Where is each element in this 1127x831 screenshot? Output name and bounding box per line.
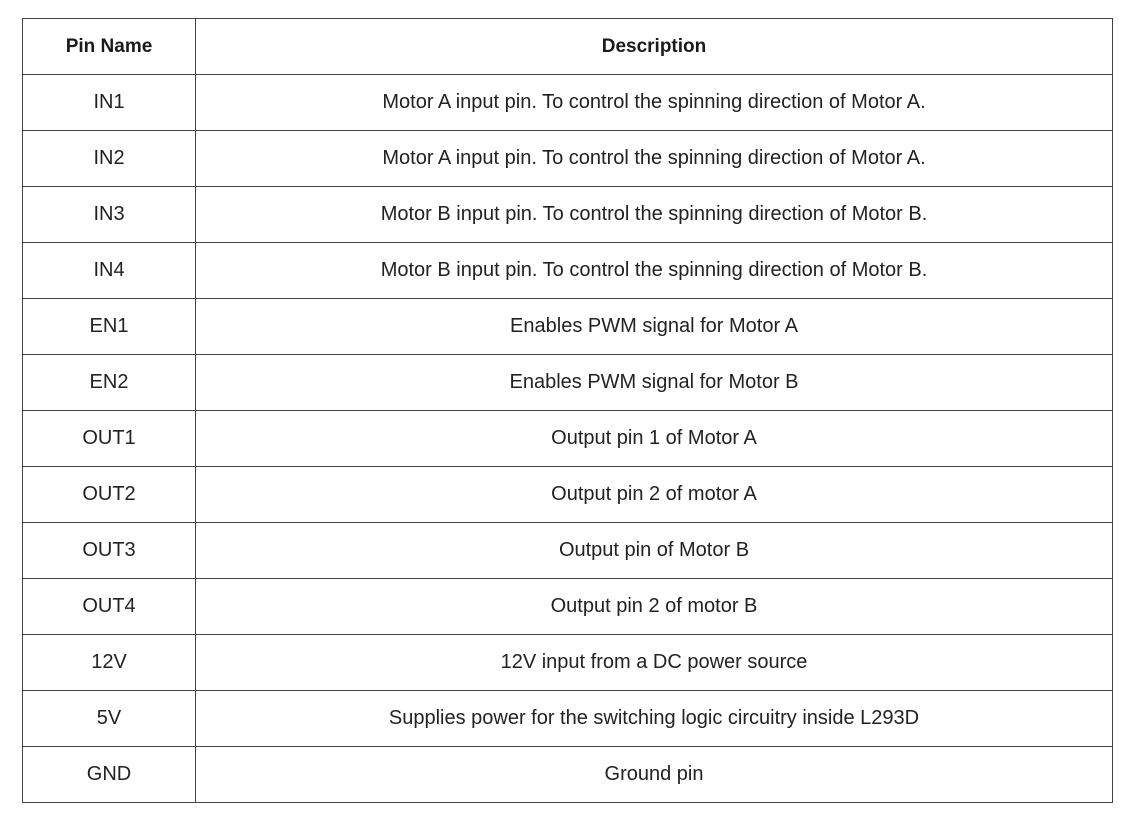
pin-table [22, 18, 1113, 803]
table-row [23, 635, 1113, 691]
table-header-row [23, 19, 1113, 75]
description-cell: Enables PWM signal for Motor B [196, 355, 1113, 411]
description-cell: Motor A input pin. To control the spinning direction of Motor A. [196, 75, 1113, 131]
pin-name-cell: IN2 [23, 131, 196, 187]
table-row [23, 467, 1113, 523]
description-cell: Ground pin [196, 747, 1113, 803]
description-cell: Output pin of Motor B [196, 523, 1113, 579]
pin-name-cell: EN1 [23, 299, 196, 355]
table-row [23, 523, 1113, 579]
pin-name-cell: IN4 [23, 243, 196, 299]
table-row [23, 299, 1113, 355]
description-cell: 12V input from a DC power source [196, 635, 1113, 691]
description-cell: Output pin 2 of motor A [196, 467, 1113, 523]
pin-name-cell: IN3 [23, 187, 196, 243]
pin-table-container [22, 18, 1112, 803]
table-row [23, 691, 1113, 747]
description-cell: Output pin 1 of Motor A [196, 411, 1113, 467]
table-row [23, 747, 1113, 803]
pin-name-cell: OUT2 [23, 467, 196, 523]
table-row [23, 243, 1113, 299]
table-row [23, 355, 1113, 411]
table-row [23, 187, 1113, 243]
pin-name-cell: GND [23, 747, 196, 803]
description-cell: Motor B input pin. To control the spinning direction of Motor B. [196, 243, 1113, 299]
description-cell: Supplies power for the switching logic circuitry inside L293D [196, 691, 1113, 747]
pin-name-cell: OUT3 [23, 523, 196, 579]
description-cell: Output pin 2 of motor B [196, 579, 1113, 635]
pin-name-cell: OUT1 [23, 411, 196, 467]
pin-name-cell: 5V [23, 691, 196, 747]
pin-name-cell: OUT4 [23, 579, 196, 635]
pin-name-cell: IN1 [23, 75, 196, 131]
table-row [23, 75, 1113, 131]
header-description: Description [196, 19, 1113, 75]
pin-name-cell: 12V [23, 635, 196, 691]
pin-name-cell: EN2 [23, 355, 196, 411]
table-row [23, 579, 1113, 635]
description-cell: Motor B input pin. To control the spinning direction of Motor B. [196, 187, 1113, 243]
description-cell: Motor A input pin. To control the spinning direction of Motor A. [196, 131, 1113, 187]
table-row [23, 411, 1113, 467]
description-cell: Enables PWM signal for Motor A [196, 299, 1113, 355]
header-pin-name: Pin Name [23, 19, 196, 75]
table-row [23, 131, 1113, 187]
